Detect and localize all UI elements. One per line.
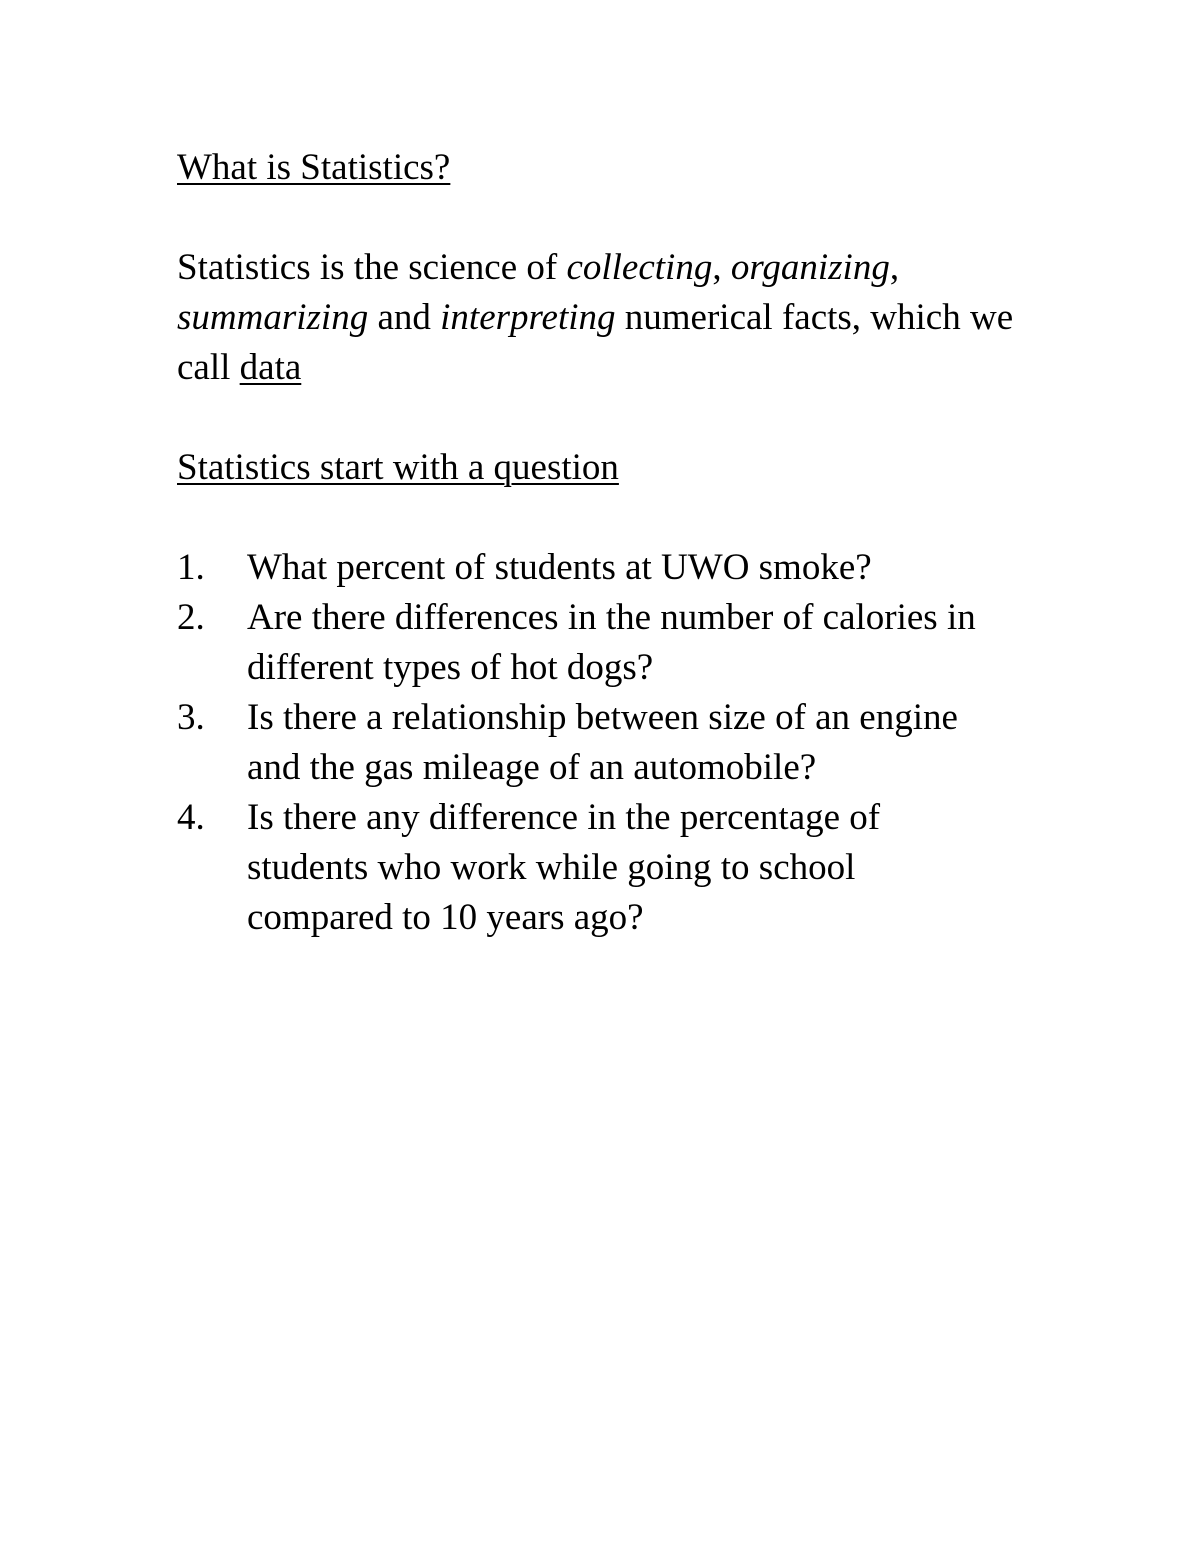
definition-paragraph [177,243,1037,393]
definition-separator-2: , [889,247,900,288]
section-subheading: Statistics start with a question [177,447,619,488]
list-item [177,793,987,943]
list-item-number: 4. [177,797,205,838]
list-item [177,543,987,593]
definition-text-1: Statistics is the science of [177,247,567,288]
list-item-text: Is there any difference in the percentage of students who work while going to school compared to 10 years ago? [247,797,881,938]
term-data: data [239,347,302,388]
list-item-number: 1. [177,547,205,588]
page-title: What is Statistics? [177,147,451,188]
document-content [177,143,1077,943]
term-interpreting: interpreting [440,297,616,338]
list-item-number: 3. [177,697,205,738]
list-item-number: 2. [177,597,205,638]
list-item [177,593,987,693]
list-item [177,693,987,793]
term-collecting: collecting [566,247,713,288]
term-organizing: organizing [730,247,890,288]
definition-text-3: numerical facts, which we call [177,297,1014,388]
question-list [177,543,1077,943]
list-item-text: Are there differences in the number of calories in different types of hot dogs? [247,597,976,688]
definition-separator-1: , [712,247,731,288]
list-item-text: What percent of students at UWO smoke? [247,547,872,588]
definition-text-2: and [368,297,441,338]
list-item-text: Is there a relationship between size of an engine and the gas mileage of an automobile? [247,697,958,788]
term-summarizing: summarizing [177,297,369,338]
